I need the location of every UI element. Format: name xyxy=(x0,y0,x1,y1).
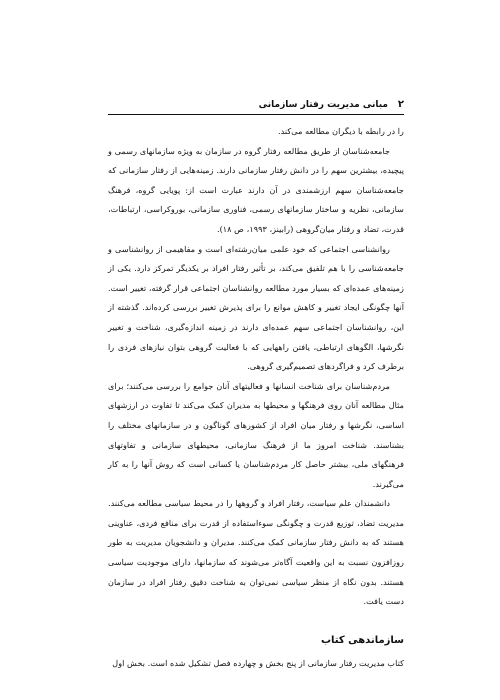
running-title: مبانی مدیریت رفتار سازمانی xyxy=(258,100,388,110)
paragraph-book-organization: کتاب مدیریت رفتار سازمانی از پنج بخش و چهارده فصل تشکیل شده است. بخش اول xyxy=(112,657,404,668)
page-number: ۲ xyxy=(397,99,404,110)
paragraph-continuation: را در رابطه با دیگران مطالعه می‌کند. xyxy=(278,126,404,136)
running-header xyxy=(108,98,404,115)
paragraph-anthropology: مردم‌شناسان برای شناخت انسانها و فعالیتهای آنان جوامع را بررسی می‌کنند؛ برای مثال مطالعه آنان روی فرهنگها و محیطها به مدیران کمک می‌کند تا تفاوت در ارزشهای اساسی، نگرشها و رفتار میان افراد از کشورهای گوناگون و در سازمانهای مختلف را بشناسند. شناخت امروز ما از فرهنگ سازمانی، محیطهای سازمانی و تفاوتهای فرهنگهای ملی، بیشتر حاصل کار مردم‌شناسان یا کسانی است که روش آنها را به کار می‌گیرند. xyxy=(108,380,404,489)
paragraph-sociology: جامعه‌شناسان از طریق مطالعه رفتار گروه در سازمان به ویژه سازمانهای رسمی و پیچیده، بیشترین سهم را در دانش رفتار سازمانی دارند. زمینه‌هایی از رفتار سازمانی که جامعه‌شناسان سهم ارزشمندی در آن دارند عبارت است از: پویایی گروه، فرهنگ سازمانی، نظریه و ساختار سازمانهای رسمی، فناوری سازمانی، بوروکراسی، ارتباطات، قدرت، تضاد و رفتار میان‌گروهی (رابینز، ۱۹۹۳، ص ۱۸). xyxy=(108,145,404,234)
body-text xyxy=(108,122,404,673)
paragraph-social-psychology: روانشناسی اجتماعی که خود علمی میان‌رشته‌ای است و مفاهیمی از روانشناسی و جامعه‌شناسی را با هم تلفیق می‌کند، بر تأثیر رفتار افراد بر یکدیگر تمرکز دارد. یکی از زمینه‌های عمده‌ای که بسیار مورد مطالعه روانشناسان اجتماعی قرار گرفته، تغییر است. آنها چگونگی ایجاد تغییر و کاهش موانع را برای پذیرش تغییر بررسی کرده‌اند. گذشته از این، روانشناسان اجتماعی سهم عمده‌ای دارند در زمینه اندازه‌گیری، شناخت و تغییر نگرشها، الگوهای ارتباطی، یافتن راههایی که با فعالیت گروهی بتوان نیازهای فردی را برطرف کرد و فراگردهای تصمیم‌گیری گروهی. xyxy=(108,243,404,372)
section-heading: سازماندهی کتاب xyxy=(320,634,404,646)
paragraph-political-science: دانشمندان علم سیاست، رفتار افراد و گروهها را در محیط سیاسی مطالعه می‌کنند. مدیریت تضاد، توزیع قدرت و چگونگی سوءاستفاده از قدرت برای منافع فردی، عناوینی هستند که به دانش رفتار سازمانی کمک می‌کنند. مدیران و دانشجویان مدیریت به طور روزافزون نسبت به این واقعیت آگاه‌تر می‌شوند که سازمانها، دارای موجودیت سیاسی هستند. بدون نگاه از منظر سیاسی نمی‌توان به شناخت دقیق رفتار افراد در سازمان دست یافت. xyxy=(108,498,404,607)
